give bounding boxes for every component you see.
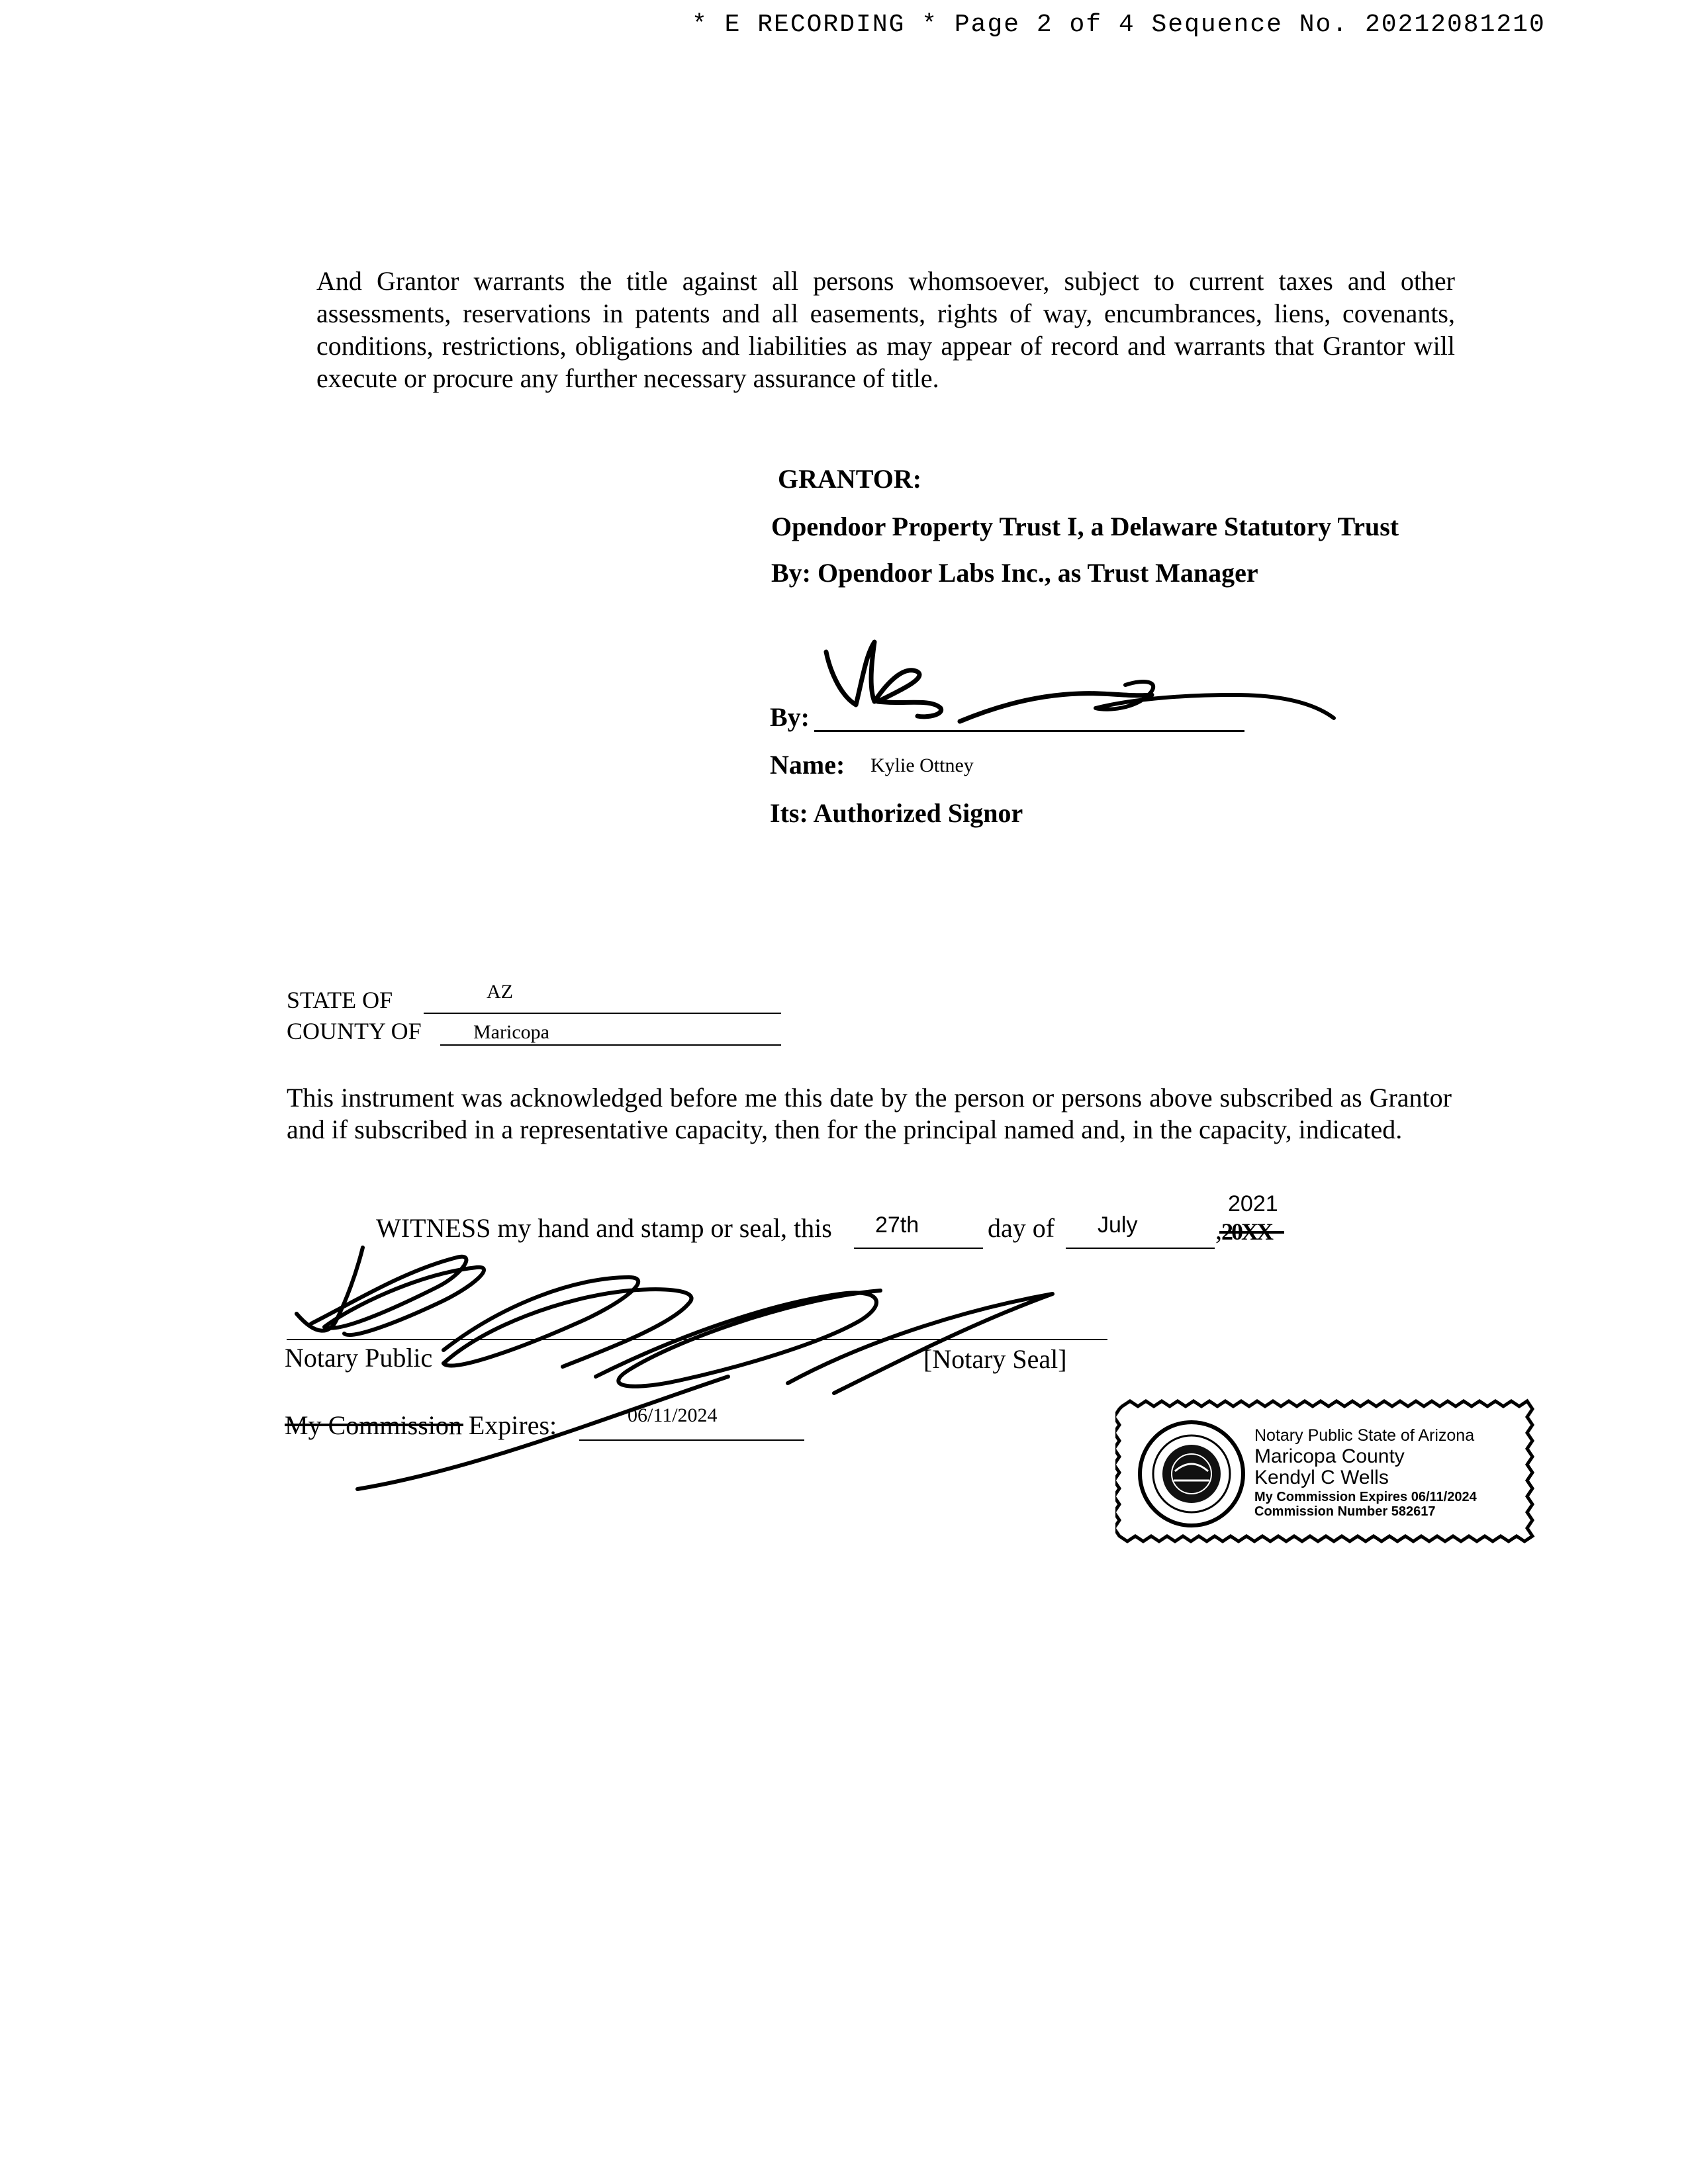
witness-prefix: WITNESS my hand and stamp or seal, this	[376, 1213, 832, 1243]
signer-title: Its: Authorized Signor	[770, 798, 1023, 828]
struck-year-placeholder: 20XX	[1221, 1218, 1272, 1245]
witness-day: 27th	[875, 1212, 919, 1238]
commission-underline	[579, 1439, 804, 1441]
witness-month: July	[1098, 1212, 1138, 1238]
state-label: STATE OF	[287, 987, 393, 1013]
day-underline	[854, 1248, 983, 1249]
notary-stamp	[1115, 1393, 1546, 1559]
stamp-line-3: Kendyl C Wells	[1254, 1467, 1389, 1488]
county-label: COUNTY OF	[287, 1018, 422, 1044]
notary-public-label: Notary Public	[285, 1343, 433, 1373]
stamp-line-4: My Commission Expires 06/11/2024	[1254, 1490, 1477, 1504]
stamp-line-5: Commission Number 582617	[1254, 1504, 1436, 1519]
name-label: Name:	[770, 750, 845, 780]
signature-line	[814, 730, 1244, 732]
day-of-text: day of	[988, 1213, 1055, 1243]
signer-name: Kylie Ottney	[870, 754, 974, 776]
grantor-signature	[826, 642, 1334, 721]
stamp-line-1: Notary Public State of Arizona	[1254, 1426, 1475, 1445]
stamp-text	[1254, 1428, 1477, 1518]
by-label: By:	[770, 702, 810, 732]
warranty-paragraph: And Grantor warrants the title against all persons whomsoever, subject to current taxes and other assessments, reservations in patents and all easements, rights of way, encumbrances, liens, covenants, conditions, restrictions, obligations and liabilities as may appear of record and warrants that Grantor will execute or procure any further necessary assurance of title.	[316, 266, 1455, 393]
state-value: AZ	[487, 981, 513, 1003]
commission-expires-value: 06/11/2024	[628, 1404, 718, 1426]
grantor-entity: Opendoor Property Trust I, a Delaware Statutory Trust	[771, 512, 1399, 541]
acknowledgment-paragraph: This instrument was acknowledged before me this date by the person or persons above subscribed as Grantor and if subscribed in a representative capacity, then for the principal named and, in the capacity, indicated.	[287, 1083, 1452, 1144]
month-underline	[1066, 1248, 1215, 1249]
notary-signature-line	[287, 1339, 1107, 1340]
recording-header: * E RECORDING * Page 2 of 4 Sequence No. 20212081210	[692, 11, 1546, 39]
grantor-label: GRANTOR:	[778, 464, 922, 494]
grantor-by-line: By: Opendoor Labs Inc., as Trust Manager	[771, 558, 1258, 588]
date-comma: ,	[1215, 1215, 1222, 1245]
county-value: Maricopa	[473, 1021, 549, 1043]
state-underline	[424, 1013, 781, 1014]
notary-seal-label: [Notary Seal]	[923, 1344, 1067, 1374]
witness-year: 2021	[1228, 1191, 1278, 1216]
stamp-line-2: Maricopa County	[1254, 1445, 1405, 1467]
county-underline	[440, 1044, 781, 1046]
commission-expires-label: My Commission Expires:	[285, 1410, 557, 1440]
